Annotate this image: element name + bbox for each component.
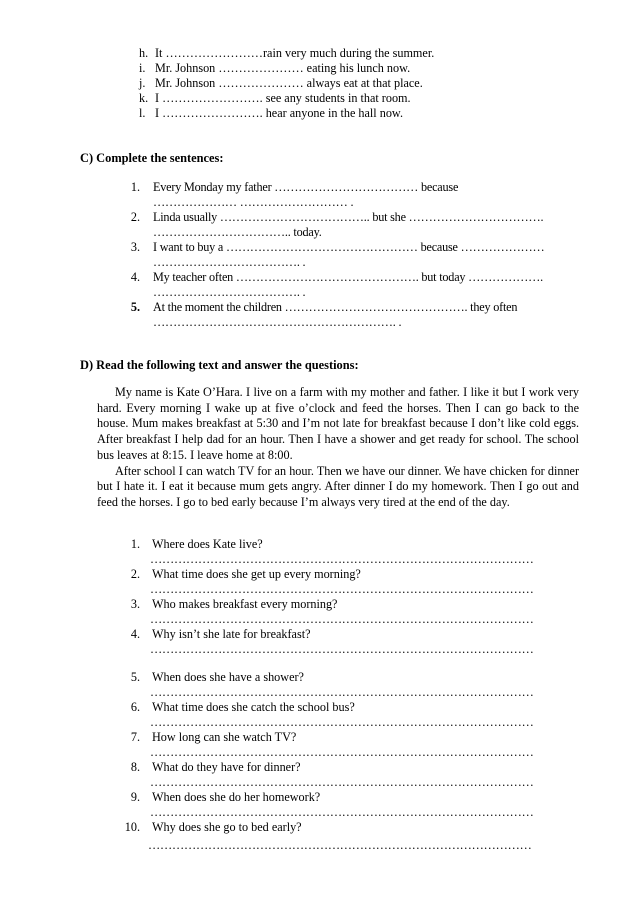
- item-text: It ……………………rain very much during the summer.: [155, 46, 435, 60]
- item-text: I ……………………. see any students in that room.: [155, 91, 411, 105]
- question-text: Why does she go to bed early?: [152, 820, 302, 834]
- sentence-line: ………………… ……………………… .: [153, 195, 354, 209]
- list-item: [139, 46, 434, 61]
- answer-line[interactable]: ……………………………………………………………………………………: [150, 642, 534, 656]
- question-text: When does she do her homework?: [152, 790, 321, 804]
- answer-line[interactable]: ……………………………………………………………………………………: [150, 715, 534, 729]
- sentence-line: Every Monday my father ……………………………… because: [153, 180, 459, 194]
- sentence-line: I want to buy a ………………………………………… because …………………: [153, 240, 545, 254]
- answer-line[interactable]: ……………………………………………………………………………………: [150, 745, 534, 759]
- item-label: j.: [139, 76, 146, 90]
- item-number: 5.: [130, 300, 140, 314]
- question-text: How long can she watch TV?: [152, 730, 297, 744]
- question-number: 10.: [124, 820, 140, 834]
- answer-line[interactable]: ……………………………………………………………………………………: [150, 552, 534, 566]
- question-text: Where does Kate live?: [152, 537, 263, 551]
- list-item: [139, 91, 411, 106]
- question-text: What time does she catch the school bus?: [152, 700, 355, 714]
- item-number: 3.: [130, 240, 140, 254]
- section-d-heading: D) Read the following text and answer the questions:: [80, 358, 359, 372]
- question-text: Why isn’t she late for breakfast?: [152, 627, 311, 641]
- item-label: k.: [139, 91, 149, 105]
- item-text: I ……………………. hear anyone in the hall now.: [155, 106, 403, 120]
- reading-paragraph: After school I can watch TV for an hour. Then we have our dinner. We have chicken for dinner but I hate it. I eat it because mum gets angry. After dinner I do my homework. Then I go out and feed the horses. I go to bed early because I’m always very tired at the end of the day.: [97, 463, 579, 509]
- question-number: 4.: [130, 627, 140, 641]
- item-number: 4.: [130, 270, 140, 284]
- list-item: [139, 106, 403, 121]
- sentence-line: ……………………………………………………. .: [153, 315, 402, 329]
- item-label: h.: [139, 46, 149, 60]
- item-label: l.: [139, 106, 146, 120]
- question-number: 2.: [130, 567, 140, 581]
- question-number: 8.: [130, 760, 140, 774]
- sentence-line: ………………………………. .: [153, 285, 306, 299]
- question-number: 1.: [130, 537, 140, 551]
- question-text: What time does she get up every morning?: [152, 567, 361, 581]
- question-number: 3.: [130, 597, 140, 611]
- item-label: i.: [139, 61, 146, 75]
- list-item: [139, 61, 410, 76]
- answer-line[interactable]: ……………………………………………………………………………………: [150, 805, 534, 819]
- sentence-line: My teacher often ………………………………………. but today ……………….: [153, 270, 543, 284]
- reading-text: [97, 385, 579, 511]
- question-number: 6.: [130, 700, 140, 714]
- item-number: 1.: [130, 180, 140, 194]
- reading-paragraph: My name is Kate O’Hara. I live on a farm with my mother and father. I like it but I work very hard. Every morning I wake up at five o’clock and feed the horses. Then I can go back to the house. Mum makes breakfast at 5:30 and I’m not late for breakfast because I don’t like cold eggs. After breakfast I help dad for an hour. Then I have a shower and get ready for school. The school bus leaves at 8:15. I leave home at 8:00.: [97, 385, 579, 462]
- answer-line[interactable]: ……………………………………………………………………………………: [150, 775, 534, 789]
- sentence-line: ………………………………. .: [153, 255, 306, 269]
- sentence-line: …………………………….. today.: [153, 225, 322, 239]
- answer-line[interactable]: ……………………………………………………………………………………: [150, 582, 534, 596]
- question-text: When does she have a shower?: [152, 670, 304, 684]
- question-number: 5.: [130, 670, 140, 684]
- answer-line[interactable]: ……………………………………………………………………………………: [148, 838, 532, 852]
- section-c-heading: C) Complete the sentences:: [80, 151, 224, 165]
- list-item: [139, 76, 423, 91]
- sentence-line: At the moment the children ………………………………………. they often: [153, 300, 518, 314]
- item-number: 2.: [130, 210, 140, 224]
- question-number: 9.: [130, 790, 140, 804]
- sentence-line: Linda usually ……………………………….. but she …………………………….: [153, 210, 544, 224]
- question-number: 7.: [130, 730, 140, 744]
- answer-line[interactable]: ……………………………………………………………………………………: [150, 612, 534, 626]
- answer-line[interactable]: ……………………………………………………………………………………: [150, 685, 534, 699]
- item-text: Mr. Johnson ………………… eating his lunch now.: [155, 61, 411, 75]
- question-text: What do they have for dinner?: [152, 760, 301, 774]
- item-text: Mr. Johnson ………………… always eat at that place.: [155, 76, 423, 90]
- question-text: Who makes breakfast every morning?: [152, 597, 338, 611]
